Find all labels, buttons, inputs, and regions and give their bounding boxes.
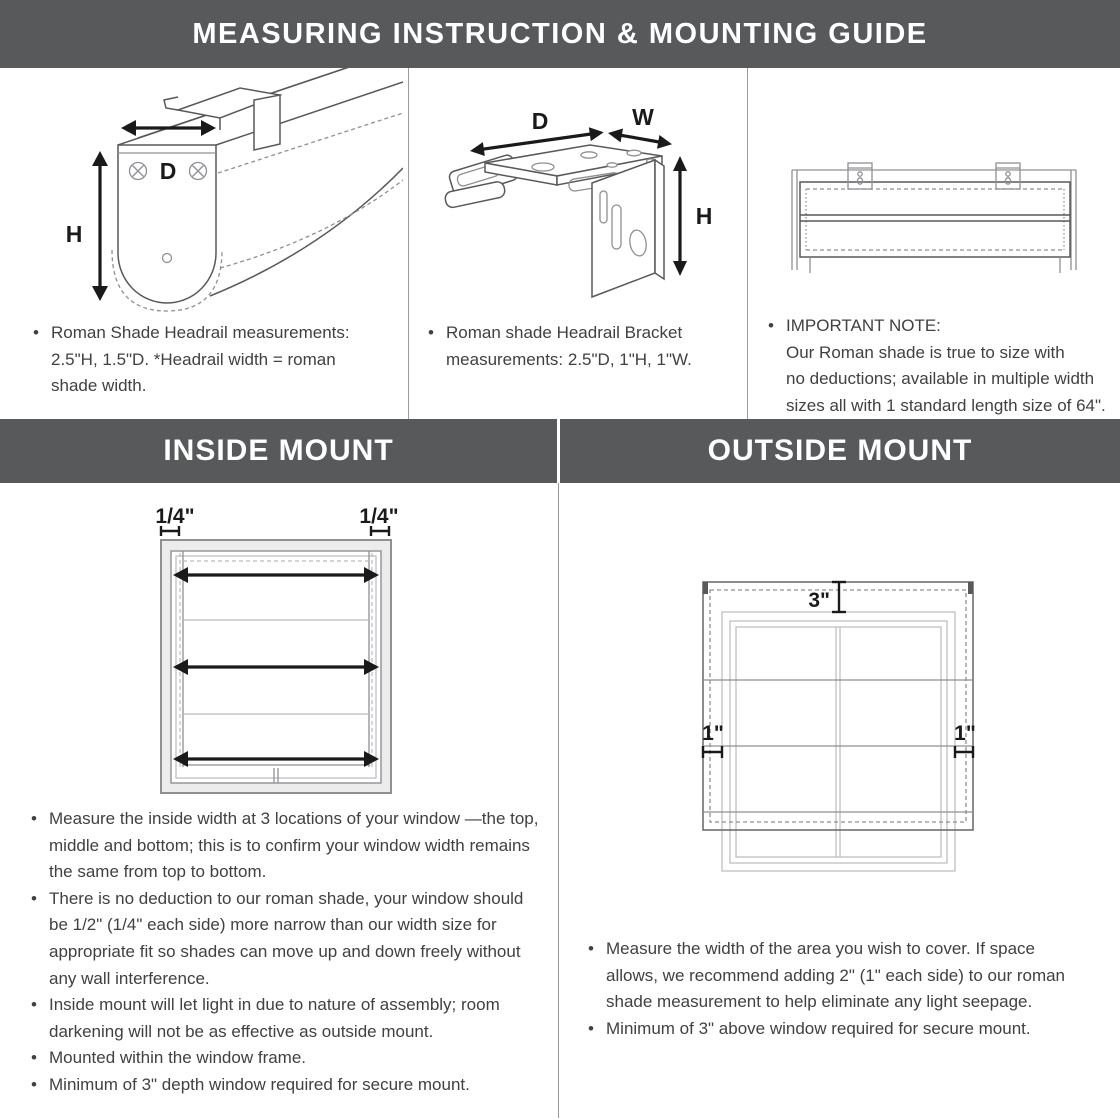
headrail-note [30, 320, 400, 400]
bracket-diagram [440, 93, 780, 328]
depth-label: D [159, 158, 177, 184]
shade-legs [810, 257, 1060, 273]
panel-divider [408, 68, 409, 419]
inside-mount-diagram [130, 497, 430, 807]
page-title-text: MEASURING INSTRUCTION & MOUNTING GUIDE [192, 17, 928, 50]
inside-mount-header [0, 419, 557, 483]
headrail-front [800, 182, 1070, 257]
list-item: • Minimum of 3" above window required for secure mount. [585, 1016, 1110, 1043]
important-note [765, 313, 1117, 419]
depth-label: D [531, 108, 549, 134]
list-item: • Roman shade Headrail Bracket measurements: 2.5"D, 1"H, 1"W. [425, 320, 740, 373]
right-overlap-label: 1" [954, 722, 976, 745]
height-arrow [92, 151, 108, 301]
right-gap-label: 1/4" [359, 505, 399, 528]
depth-arrow [121, 120, 216, 136]
roman-shade [703, 582, 973, 830]
bracket-end-mark [703, 582, 708, 594]
top-gap-label: 3" [808, 589, 830, 612]
bracket-body [444, 145, 664, 297]
bracket-end-mark [968, 582, 973, 594]
list-item: • Mounted within the window frame. [28, 1045, 553, 1072]
window-frame [722, 612, 955, 871]
list-item: • There is no deduction to our roman shade, your window should be 1/2" (1/4" each side) more narrow than our width size for appropriate fit so shades can move up and down freely without any wall interference. [28, 886, 553, 992]
list-item: • Measure the width of the area you wish to cover. If space allows, we recommend adding 2" (1" each side) to our roman shade measurement to help eliminate any light seepage. [585, 936, 1110, 1016]
width-label: W [632, 104, 654, 130]
left-gap-label: 1/4" [155, 505, 195, 528]
height-label: H [695, 203, 713, 229]
inside-mount-title: INSIDE MOUNT [163, 434, 394, 467]
outside-mount-header [560, 419, 1120, 483]
top-gap-tick [832, 582, 846, 612]
left-overlap-label: 1" [702, 722, 724, 745]
bracket-note [425, 320, 740, 373]
section-divider [558, 483, 559, 1118]
mounted-headrail-diagram [790, 158, 1080, 278]
list-item: • Inside mount will let light in due to nature of assembly; room darkening will not be as effective as outside mount. [28, 992, 553, 1045]
left-overlap-tick [703, 746, 722, 758]
height-arrow [673, 156, 687, 276]
outside-mount-instructions [585, 936, 1110, 1042]
rail-bracket [164, 88, 280, 150]
right-overlap-tick [955, 746, 973, 758]
list-item: • Roman Shade Headrail measurements: 2.5"H, 1.5"D. *Headrail width = roman shade width. [30, 320, 400, 400]
list-item: • IMPORTANT NOTE: Our Roman shade is true to size with no deductions; available in multiple width sizes all with 1 standard length size of 64". [765, 313, 1117, 419]
page-title [0, 0, 1120, 68]
height-label: H [65, 221, 83, 247]
outside-mount-title: OUTSIDE MOUNT [707, 434, 973, 467]
outside-mount-diagram [660, 560, 1020, 890]
list-item: • Measure the inside width at 3 locations of your window —the top, middle and bottom; this is to confirm your window width remains the same from top to bottom. [28, 806, 553, 886]
headrail-diagram [28, 68, 403, 318]
inside-mount-instructions [28, 806, 553, 1099]
list-item: • Minimum of 3" depth window required for secure mount. [28, 1072, 553, 1099]
